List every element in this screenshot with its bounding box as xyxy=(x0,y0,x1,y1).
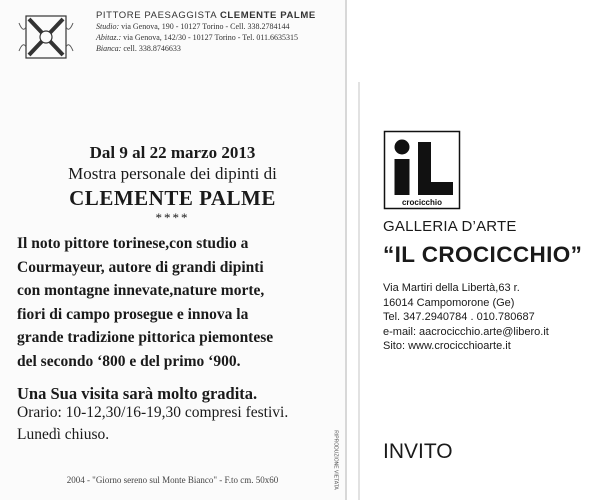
header-profession: PITTORE PAESAGGISTA xyxy=(96,10,217,21)
vertical-note-text: RIPRODUZIONE VIETATA xyxy=(332,430,339,490)
address-line-1: Via Martiri della Libertà,63 r. xyxy=(383,282,520,294)
description xyxy=(17,232,337,373)
vertical-note xyxy=(331,420,341,500)
header-bianca xyxy=(96,43,316,54)
bianca-label: Bianca: xyxy=(96,44,122,53)
phone-numbers: Tel. 347.2940784 . 010.780687 xyxy=(383,311,535,323)
closed-day: Lunedì chiuso. xyxy=(17,426,110,443)
header-studio xyxy=(96,21,316,32)
artist-emblem-icon xyxy=(17,13,75,61)
il-crocicchio-logo xyxy=(383,130,461,210)
header-artist-name: CLEMENTE PALME xyxy=(219,10,316,21)
fold-line xyxy=(358,82,360,500)
artist-header xyxy=(96,10,316,54)
invito-label: INVITO xyxy=(383,440,453,463)
description-line: con montagne innevate,nature morte, xyxy=(17,282,265,299)
header-abitazione xyxy=(96,32,316,43)
gallery-contact xyxy=(383,281,549,354)
panel-divider xyxy=(345,0,347,500)
logo-wordmark: crocicchio xyxy=(401,198,443,207)
exhibition-dates: Dal 9 al 22 marzo 2013 xyxy=(89,143,256,162)
abitazione-text: via Genova, 142/30 - 10127 Torino - Tel. 011.6635315 xyxy=(123,33,299,42)
artist-name: CLEMENTE PALME xyxy=(69,186,276,210)
header-title xyxy=(96,10,316,21)
artwork-caption: 2004 - "Giorno sereno sul Monte Bianco" - F.to cm. 50x60 xyxy=(66,475,279,485)
website-link[interactable]: Sito: www.crocicchioarte.it xyxy=(383,340,511,352)
visit-invitation: Una Sua visita sarà molto gradita. xyxy=(17,384,258,403)
address-line-2: 16014 Campomorone (Ge) xyxy=(383,296,515,309)
description-line: del secondo ‘800 e del primo ‘900. xyxy=(17,352,241,370)
exhibition-subtitle: Mostra personale dei dipinti di xyxy=(68,164,277,183)
gallery-type: GALLERIA D’ARTE xyxy=(383,218,517,235)
studio-text: via Genova, 190 - 10127 Torino - Cell. 338.2784144 xyxy=(121,22,290,31)
separator-stars: **** xyxy=(155,210,190,225)
description-line: Courmayeur, autore di grandi dipinti xyxy=(17,258,264,276)
email-address[interactable]: e-mail: aacrocicchio.arte@libero.it xyxy=(383,325,549,338)
description-line: fiori di campo prosegue e innova la xyxy=(17,305,249,323)
opening-hours: Orario: 10-12,30/16-19,30 compresi festivi. xyxy=(17,404,289,421)
description-line: grande tradizione pittorica piemontese xyxy=(17,329,274,346)
studio-label: Studio: xyxy=(96,22,120,31)
description-line: Il noto pittore torinese,con studio a xyxy=(17,235,249,252)
bianca-text: cell. 338.8746633 xyxy=(123,44,181,53)
gallery-name: “IL CROCICCHIO” xyxy=(383,242,583,267)
abitazione-label: Abitaz.: xyxy=(96,33,122,42)
